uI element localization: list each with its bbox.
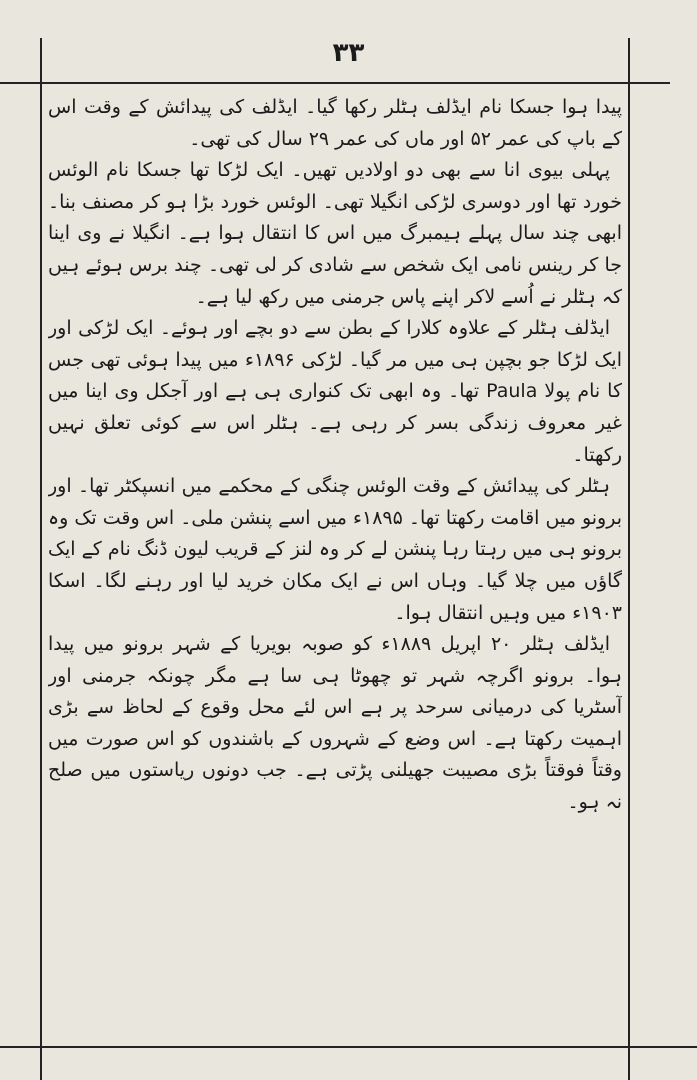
paragraph-1: پیدا ہوا جسکا نام ایڈلف ہٹلر رکھا گیا۔ ایڈلف کی پیدائش کے وقت اس کے باپ کی عمر ۵۲ اور ماں کی عمر ۲۹ سال کی تھی۔ (48, 96, 622, 150)
right-margin-rule (628, 38, 630, 1080)
body-text (48, 92, 622, 1038)
paragraph-4: ہٹلر کی پیدائش کے وقت الوئس چنگی کے محکمے میں انسپکٹر تھا۔ اور برونو میں اقامت رکھتا تھا۔ ۱۸۹۵ء میں اسے پنشن ملی۔ اس وقت تک وہ برونو ہی میں رہتا رہا پنشن لے کر وہ لنز کے قریب لیون ڈنگ نام کے ایک گاؤں میں چلا گیا۔ وہاں اس نے ایک مکان خرید لیا اور رہنے لگا۔ اسکا ۱۹۰۳ء میں وہیں انتقال ہوا۔ (48, 475, 622, 624)
page-number: ۳۳ (332, 38, 365, 68)
bottom-rule (0, 1046, 697, 1048)
paragraph-3: ایڈلف ہٹلر کے علاوہ کلارا کے بطن سے دو بچے اور ہوئے۔ ایک لڑکی اور ایک لڑکا جو بچپن ہی میں مر گیا۔ لڑکی ۱۸۹۶ء میں پیدا ہوئی تھی جس کا نام پولا Paula تھا۔ وہ ابھی تک کنواری ہی ہے اور آجکل وی اینا میں غیر معروف زندگی بسر کر رہی ہے۔ ہٹلر اس سے کوئی تعلق نہیں رکھتا۔ (48, 317, 622, 466)
paragraph-2: پہلی بیوی انا سے بھی دو اولادیں تھیں۔ ایک لڑکا تھا جسکا نام الوئس خورد تھا اور دوسری لڑکی انگیلا تھی۔ الوئس خورد بڑا ہو کر مصنف بنا۔ ابھی چند سال پہلے ہیمبرگ میں اس کا انتقال ہوا ہے۔ انگیلا نے وی اینا جا کر رینس نامی ایک شخص سے شادی کر لی تھی۔ چند برس ہوئے ہیں کہ ہٹلر نے اُسے لاکر اپنے پاس جرمنی میں رکھ لیا ہے۔ (48, 159, 622, 308)
top-rule (0, 82, 670, 84)
left-margin-rule (40, 38, 42, 1080)
paragraph-5: ایڈلف ہٹلر ۲۰ اپریل ۱۸۸۹ء کو صوبہ بویریا کے شہر برونو میں پیدا ہوا۔ برونو اگرچہ شہر تو چھوٹا ہی سا ہے مگر چونکہ جرمنی اور آسٹریا کی درمیانی سرحد پر ہے اس لئے محل وقوع کے لحاظ سے بڑی اہمیت رکھتا ہے۔ اس وضع کے شہروں کے باشندوں کو اس صورت میں وقتاً فوقتاً بڑی مصیبت جھیلنی پڑتی ہے۔ جب دونوں ریاستوں میں صلح نہ ہو۔ (48, 633, 622, 814)
